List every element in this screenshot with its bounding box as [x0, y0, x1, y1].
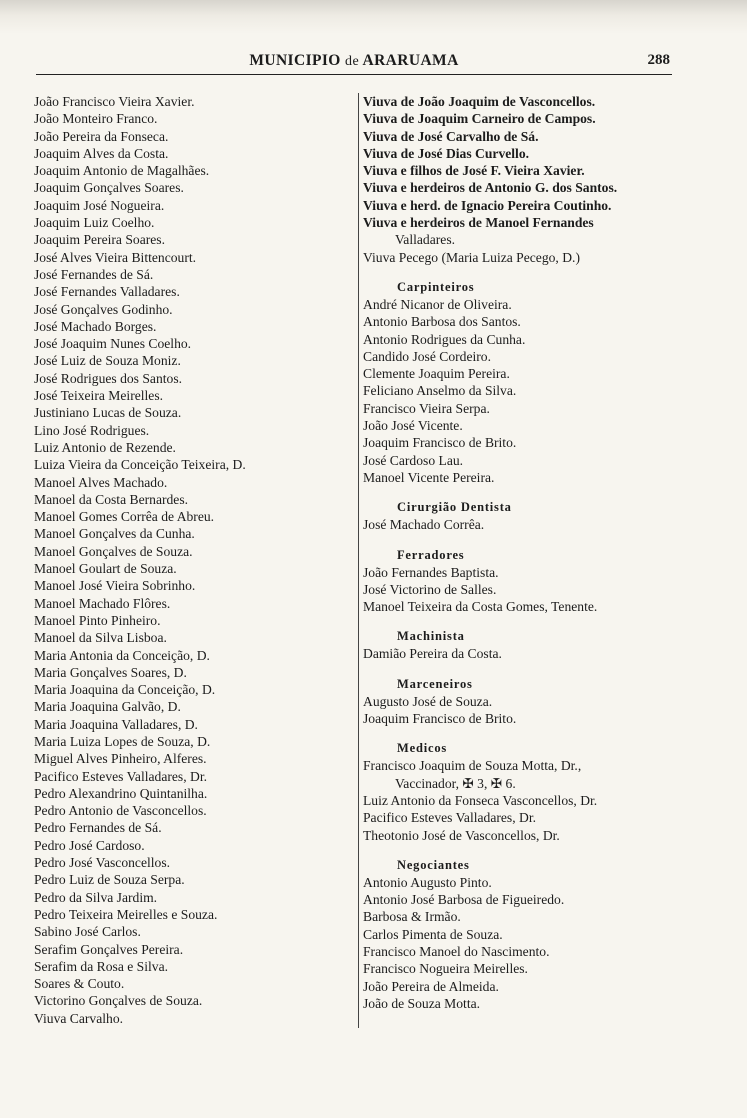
section-heading-carpinteiros: Carpinteiros	[397, 279, 475, 294]
list-item: Viuva Pecego (Maria Luiza Pecego, D.)	[363, 249, 580, 265]
list-item: Pacifico Esteves Valladares, Dr.	[34, 768, 208, 784]
list-item: José Machado Corrêa.	[363, 517, 485, 533]
list-item: Manoel da Costa Bernardes.	[34, 491, 189, 507]
list-item: Antonio Augusto Pinto.	[363, 874, 492, 890]
list-item: João Pereira da Fonseca.	[34, 128, 169, 144]
list-item: José Victorino de Salles.	[363, 581, 497, 597]
list-item: José Alves Vieira Bittencourt.	[34, 249, 197, 265]
section-heading-marceneiros: Marceneiros	[397, 676, 473, 691]
list-item: Manoel da Silva Lisboa.	[34, 630, 167, 646]
list-item: Joaquim José Nogueira.	[34, 197, 165, 213]
list-item: Viuva de João Joaquim de Vasconcellos.	[363, 94, 596, 109]
section-heading-negociantes: Negociantes	[397, 857, 470, 872]
marceneiros-list	[363, 693, 683, 728]
list-item: João Francisco Vieira Xavier.	[34, 94, 195, 109]
list-item: Maria Antonia da Conceição, D.	[34, 647, 210, 663]
dentista-list	[363, 516, 683, 533]
list-item: Viuva e herdeiros de Antonio G. dos Santos.	[363, 180, 618, 196]
list-item: Antonio Rodrigues da Cunha.	[363, 331, 526, 347]
list-item: Sabino José Carlos.	[34, 924, 141, 940]
list-item: João Pereira de Almeida.	[363, 978, 499, 994]
list-item: José Joaquim Nunes Coelho.	[34, 336, 192, 352]
list-item: Maria Luiza Lopes de Souza, D.	[34, 733, 211, 749]
list-item: Joaquim Francisco de Brito.	[363, 435, 517, 451]
list-item: Pedro da Silva Jardim.	[34, 889, 158, 905]
list-item: Feliciano Anselmo da Silva.	[363, 383, 517, 399]
list-item: Manoel Goulart de Souza.	[34, 561, 177, 577]
scan-edge-noise	[0, 0, 747, 34]
list-item: Francisco Nogueira Meirelles.	[363, 961, 528, 977]
list-item: Pedro Teixeira Meirelles e Souza.	[34, 906, 218, 922]
list-item: Serafim da Rosa e Silva.	[34, 958, 169, 974]
list-item: Pacifico Esteves Valladares, Dr.	[363, 810, 537, 826]
list-item: Joaquim Gonçalves Soares.	[34, 180, 184, 196]
list-item: Pedro José Cardoso.	[34, 837, 145, 853]
list-item: Viuva Carvalho.	[34, 1010, 124, 1026]
list-item: Viuva e filhos de José F. Vieira Xavier.	[363, 163, 585, 179]
list-item: Joaquim Alves da Costa.	[34, 145, 169, 161]
list-item: Maria Gonçalves Soares, D.	[34, 664, 187, 680]
list-item: José Fernandes de Sá.	[34, 266, 154, 282]
list-item: Augusto José de Souza.	[363, 693, 493, 709]
list-item: Miguel Alves Pinheiro, Alferes.	[34, 751, 207, 767]
list-item: João Monteiro Franco.	[34, 111, 158, 127]
list-item: José Rodrigues dos Santos.	[34, 370, 183, 386]
list-item: José Luiz de Souza Moniz.	[34, 353, 181, 369]
list-item: Maria Joaquina da Conceição, D.	[34, 682, 216, 698]
list-item: José Teixeira Meirelles.	[34, 388, 164, 404]
running-title: MUNICIPIO de ARARUAMA	[249, 52, 459, 69]
list-item: Antonio José Barbosa de Figueiredo.	[363, 892, 565, 908]
list-item: Damião Pereira da Costa.	[363, 646, 502, 662]
list-item: Viuva de José Dias Curvello.	[363, 145, 530, 161]
list-item: Manoel José Vieira Sobrinho.	[34, 578, 196, 594]
list-item: Manoel Gomes Corrêa de Abreu.	[34, 509, 215, 525]
list-item: Viuva e herd. de Ignacio Pereira Coutinho.	[363, 197, 612, 213]
list-item: Luiz Antonio de Rezende.	[34, 439, 176, 455]
list-item: Viuva de José Carvalho de Sá.	[363, 128, 539, 144]
list-item: José Fernandes Valladares.	[34, 284, 180, 300]
list-item: Luiza Vieira da Conceição Teixeira, D.	[34, 457, 246, 473]
list-item: Theotonio José de Vasconcellos, Dr.	[363, 827, 560, 843]
list-item: Carlos Pimenta de Souza.	[363, 926, 503, 942]
list-item: Manoel Pinto Pinheiro.	[34, 612, 161, 628]
widows-list	[363, 93, 683, 266]
negociantes-list	[363, 874, 683, 1012]
carpinteiros-list	[363, 296, 683, 486]
section-heading-machinista: Machinista	[397, 629, 465, 644]
header-rule	[36, 74, 672, 75]
list-item: Manoel Teixeira da Costa Gomes, Tenente.	[363, 599, 598, 615]
list-item: Manoel Gonçalves da Cunha.	[34, 526, 195, 542]
list-item: Manoel Alves Machado.	[34, 474, 168, 490]
list-item: Barbosa & Irmão.	[363, 909, 461, 925]
list-item: João Fernandes Baptista.	[363, 564, 499, 580]
left-column	[34, 93, 352, 1027]
list-item: Luiz Antonio da Fonseca Vasconcellos, Dr.	[363, 792, 598, 808]
list-item: Viuva de Joaquim Carneiro de Campos.	[363, 111, 596, 127]
list-item: Clemente Joaquim Pereira.	[363, 366, 510, 382]
list-item: Lino José Rodrigues.	[34, 422, 150, 438]
section-heading-ferradores: Ferradores	[397, 547, 465, 562]
list-item: Joaquim Pereira Soares.	[34, 232, 165, 248]
list-item: Francisco Manoel do Nascimento.	[363, 943, 550, 959]
list-item: José Gonçalves Godinho.	[34, 301, 173, 317]
list-item: João de Souza Motta.	[363, 995, 481, 1011]
list-item: André Nicanor de Oliveira.	[363, 296, 512, 312]
list-item: Joaquim Francisco de Brito.	[363, 711, 517, 727]
list-item: Pedro Alexandrino Quintanilha.	[34, 785, 208, 801]
list-item: Joaquim Luiz Coelho.	[34, 215, 155, 231]
list-item: Manoel Gonçalves de Souza.	[34, 543, 193, 559]
list-item: Maria Joaquina Galvão, D.	[34, 699, 181, 715]
list-item: Pedro José Vasconcellos.	[34, 855, 171, 871]
list-item: José Machado Borges.	[34, 318, 157, 334]
section-heading-medicos: Medicos	[397, 741, 448, 756]
list-item: Pedro Fernandes de Sá.	[34, 820, 162, 836]
list-item: João José Vicente.	[363, 418, 463, 434]
medicos-list	[363, 757, 683, 843]
list-item: Antonio Barbosa dos Santos.	[363, 314, 521, 330]
section-heading-dentista: Cirurgião Dentista	[397, 500, 512, 515]
list-item: Maria Joaquina Valladares, D.	[34, 716, 198, 732]
list-item: José Cardoso Lau.	[363, 452, 464, 468]
list-item: Serafim Gonçalves Pereira.	[34, 941, 184, 957]
list-item: Manoel Machado Flôres.	[34, 595, 171, 611]
list-item: Victorino Gonçalves de Souza.	[34, 993, 203, 1009]
list-item: Viuva e herdeiros de Manoel Fernandes	[363, 215, 594, 231]
machinista-list	[363, 645, 683, 662]
list-item: Pedro Antonio de Vasconcellos.	[34, 803, 207, 819]
list-item: Francisco Joaquim de Souza Motta, Dr.,	[363, 758, 582, 774]
page-number: 288	[647, 52, 670, 68]
list-item: Soares & Couto.	[34, 976, 125, 992]
right-column	[358, 93, 683, 1028]
list-item: Pedro Luiz de Souza Serpa.	[34, 872, 185, 888]
list-item: Vaccinador, ✠ 3, ✠ 6.	[395, 775, 516, 791]
ferradores-list	[363, 564, 683, 616]
list-item: Justiniano Lucas de Souza.	[34, 405, 182, 421]
list-item: Joaquim Antonio de Magalhães.	[34, 163, 210, 179]
list-item: Candido José Cordeiro.	[363, 348, 491, 364]
list-item: Valladares.	[395, 232, 456, 248]
page-header	[36, 50, 672, 78]
list-item: Francisco Vieira Serpa.	[363, 400, 490, 416]
list-item: Manoel Vicente Pereira.	[363, 469, 495, 485]
